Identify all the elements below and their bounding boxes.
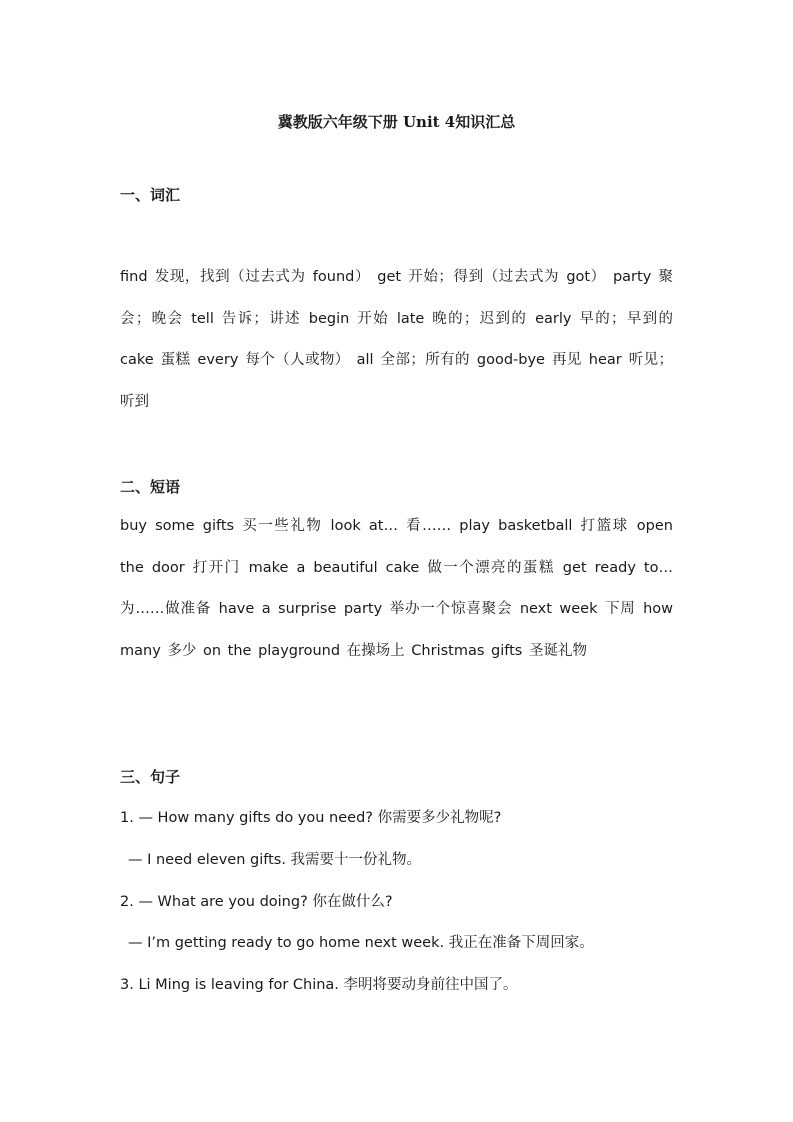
section-heading-vocabulary: 一、词汇 — [120, 186, 181, 204]
sentence-line: 2. — What are you doing? 你在做什么? — [120, 894, 393, 910]
section-heading-sentences: 三、句子 — [120, 768, 181, 786]
sentence-line: 1. — How many gifts do you need? 你需要多少礼物呢? — [120, 810, 502, 826]
sentence-line: — I need eleven gifts. 我需要十一份礼物。 — [128, 852, 422, 868]
vocabulary-paragraph: find 发现，找到（过去式为 found） get 开始；得到（过去式为 got） party 聚会；晚会 tell 告诉；讲述 begin 开始 late 晚的；迟到的 early 早的；早到的 cake 蛋糕 every 每个（人或物） all 全部；所有的 good-bye 再见 hear 听见；听到 — [120, 269, 673, 411]
sentence-line: 3. Li Ming is leaving for China. 李明将要动身前往中国了。 — [120, 977, 518, 993]
section-heading-phrases: 二、短语 — [120, 478, 181, 496]
phrases-paragraph: buy some gifts 买一些礼物 look at… 看…… play basketball 打篮球 open the door 打开门 make a beautiful cake 做一个漂亮的蛋糕 get ready to… 为……做准备 have a surprise party 举办一个惊喜聚会 next week 下周 how many 多少 on the playground 在操场上 Christmas gifts 圣诞礼物 — [120, 518, 673, 660]
document-title: 冀教版六年级下册 Unit 4知识汇总 — [277, 113, 516, 131]
sentence-line: — I’m getting ready to go home next week. 我正在准备下周回家。 — [128, 935, 594, 951]
